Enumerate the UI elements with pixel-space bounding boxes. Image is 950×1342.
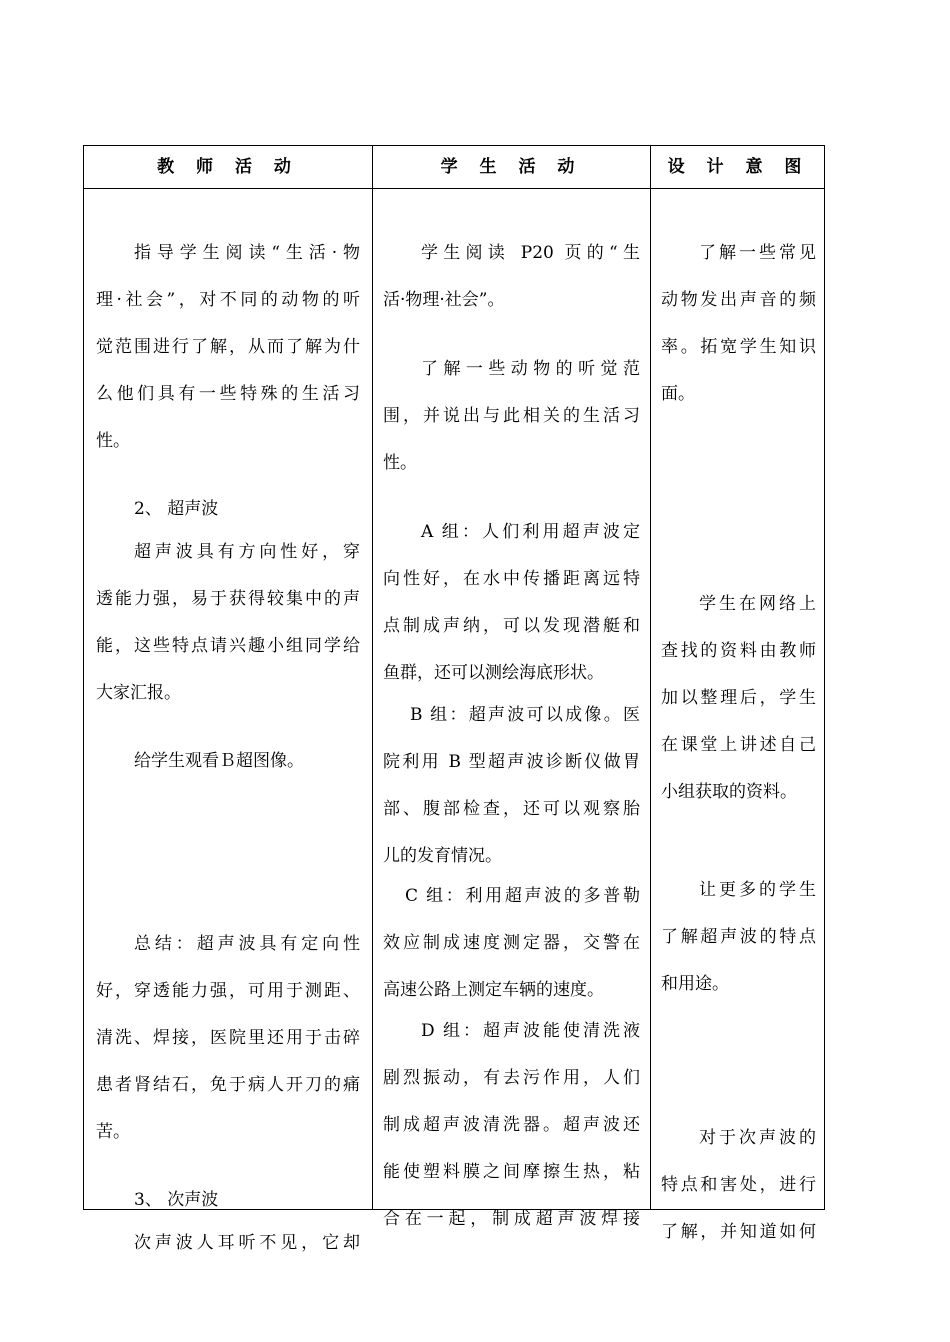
text-line: 围，并说出与此相关的生活习 xyxy=(383,406,640,426)
text-line: 高速公路上测定车辆的速度。 xyxy=(383,980,604,1000)
design-intent-cell xyxy=(651,189,826,1242)
text-line: 性。 xyxy=(96,431,130,451)
text-line: 透能力强，易于获得较集中的声 xyxy=(96,589,360,609)
text-line: 率。拓宽学生知识 xyxy=(661,337,816,357)
text-line: 制成超声波清洗器。超声波还 xyxy=(383,1115,640,1135)
text-line: 学生阅读 P20 页的“生 xyxy=(421,243,640,263)
text-line: 向性好，在水中传播距离远特 xyxy=(383,569,640,589)
text-line: 学生在网络上 xyxy=(699,594,816,614)
text-line: 指导学生阅读“生活·物 xyxy=(134,243,360,263)
text-line: 超声波具有方向性好，穿 xyxy=(134,542,360,562)
teacher-activity-cell xyxy=(84,189,372,1253)
text-line: 活·物理·社会”。 xyxy=(383,290,505,310)
text-line: 性。 xyxy=(383,453,417,473)
text-line: 总结：超声波具有定向性 xyxy=(134,934,360,954)
text-line: 点制成声纳，可以发现潜艇和 xyxy=(383,616,640,636)
text-line: 鱼群，还可以测绘海底形状。 xyxy=(383,663,604,683)
text-line: 效应制成速度测定器，交警在 xyxy=(383,933,640,953)
text-line: 院利用 B 型超声波诊断仪做胃 xyxy=(383,752,640,772)
text-line: 在课堂上讲述自己 xyxy=(661,735,816,755)
header-teacher-activity: 教 师 活 动 xyxy=(157,157,299,177)
text-line: 么他们具有一些特殊的生活习 xyxy=(96,384,360,404)
text-line: D 组：超声波能使清洗液 xyxy=(421,1021,640,1041)
text-line: 合在一起，制成超声波焊接 xyxy=(383,1209,640,1229)
text-line: 小组获取的资料。 xyxy=(661,782,797,802)
student-activity-cell xyxy=(373,189,650,1229)
text-line: 让更多的学生 xyxy=(699,880,816,900)
text-line: 觉范围进行了解，从而了解为什 xyxy=(96,337,360,357)
text-line: 查找的资料由教师 xyxy=(661,641,816,661)
text-line: 和用途。 xyxy=(661,974,729,994)
text-line: 大家汇报。 xyxy=(96,683,181,703)
text-line: 了解，并知道如何 xyxy=(661,1222,816,1242)
text-line: C 组：利用超声波的多普勒 xyxy=(405,886,640,906)
header-student-activity: 学 生 活 动 xyxy=(440,157,583,177)
text-line: 能使塑料膜之间摩擦生热，粘 xyxy=(383,1162,640,1182)
text-line: 对于次声波的 xyxy=(699,1128,816,1148)
lesson-table xyxy=(83,145,825,1253)
text-line: 动物发出声音的频 xyxy=(661,290,816,310)
text-line: 理·社会”，对不同的动物的听 xyxy=(96,290,360,310)
text-line: 剧烈振动，有去污作用，人们 xyxy=(383,1068,640,1088)
text-line: 儿的发育情况。 xyxy=(383,846,502,866)
text-line: B 组：超声波可以成像。医 xyxy=(410,705,640,725)
text-line: 部、腹部检查，还可以观察胎 xyxy=(383,799,640,819)
text-line: 好，穿透能力强，可用于测距、 xyxy=(96,981,360,1001)
header-design-intent: 设 计 意 图 xyxy=(667,157,810,177)
text-line: 清洗、焊接，医院里还用于击碎 xyxy=(96,1028,360,1048)
text-line: A 组：人们利用超声波定 xyxy=(421,522,640,542)
text-line: 次声波人耳听不见，它却 xyxy=(134,1233,360,1253)
text-line: 能，这些特点请兴趣小组同学给 xyxy=(96,636,360,656)
text-line: 面。 xyxy=(661,384,695,404)
text-line: 特点和害处，进行 xyxy=(661,1175,816,1195)
text-line: 了解一些常见 xyxy=(699,243,816,263)
text-line: 给学生观看Ｂ超图像。 xyxy=(134,751,304,771)
text-line: 患者肾结石，免于病人开刀的痛 xyxy=(96,1075,360,1095)
text-line: 加以整理后，学生 xyxy=(661,688,816,708)
text-line: 了解一些动物的听觉范 xyxy=(421,359,640,379)
text-line: 苦。 xyxy=(96,1122,130,1142)
text-line: 了解超声波的特点 xyxy=(661,927,816,947)
section-heading: 3、 次声波 xyxy=(134,1190,219,1210)
section-heading: 2、 超声波 xyxy=(134,499,219,519)
